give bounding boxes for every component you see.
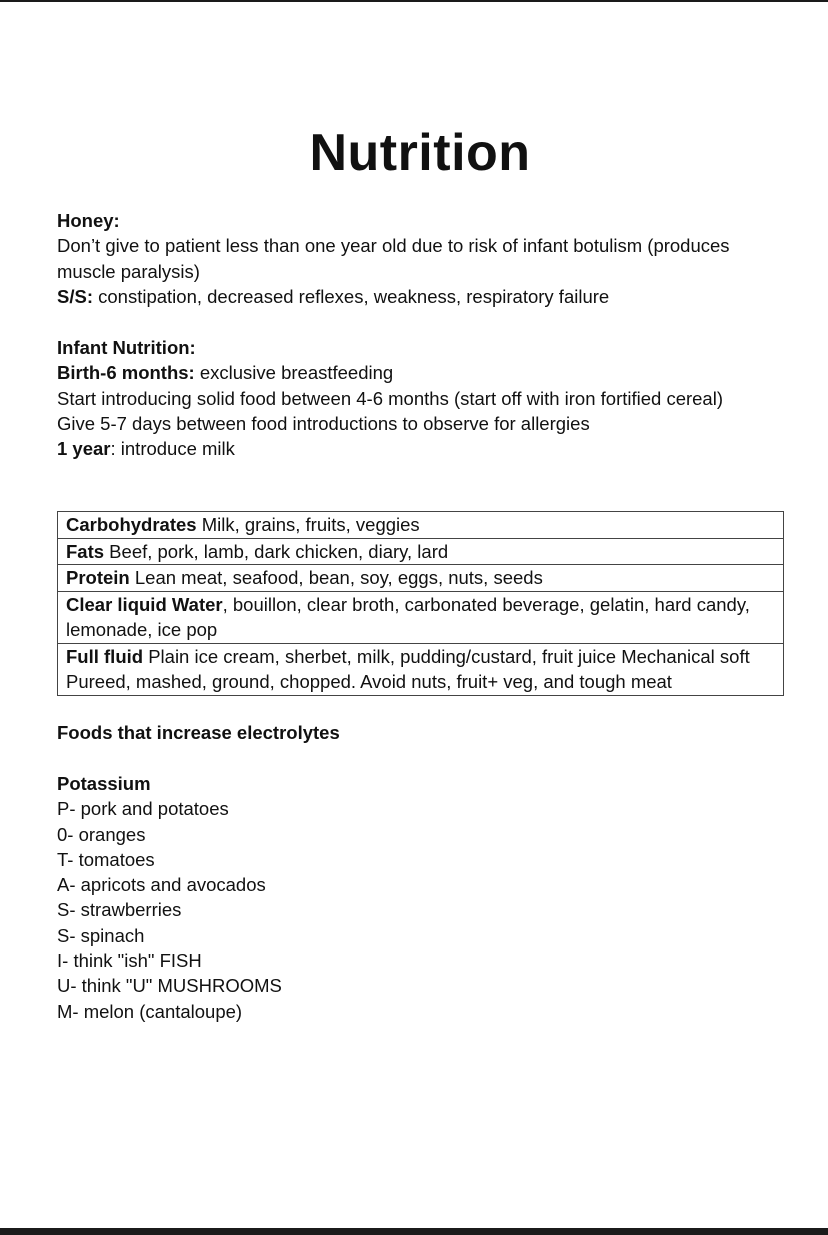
list-item: S- spinach	[57, 924, 145, 946]
table-row	[58, 512, 784, 539]
table-cell	[58, 643, 784, 695]
row-text: , bouillon, clear broth, carbonated beverage, gelatin, hard candy, lemonade, ice pop	[66, 593, 750, 640]
electrolytes-section	[57, 720, 784, 745]
row-text: Lean meat, seafood, bean, soy, eggs, nuts, seeds	[129, 567, 543, 588]
page-title: Nutrition	[309, 124, 531, 182]
potassium-section	[57, 771, 784, 1024]
honey-heading: Honey:	[57, 210, 120, 231]
row-label: Fats	[66, 540, 105, 562]
row-text: Plain ice cream, sherbet, milk, pudding/custard, fruit juice Mechanical soft Pureed, mashed, ground, chopped. Avoid nuts, fruit+ veg, and tough meat	[66, 645, 750, 692]
row-text: Milk, grains, fruits, veggies	[196, 514, 420, 535]
honey-symptoms	[57, 284, 784, 309]
year-line	[57, 436, 784, 461]
table-cell	[58, 538, 784, 565]
allergy-gap-line: Give 5-7 days between food introductions to observe for allergies	[57, 412, 590, 434]
birth-text: exclusive breastfeeding	[194, 362, 394, 384]
diet-table	[57, 511, 784, 696]
symptoms-text: constipation, decreased reflexes, weakness, respiratory failure	[92, 285, 610, 307]
row-label: Carbohydrates	[66, 514, 197, 535]
top-border	[0, 0, 828, 2]
table-row	[58, 538, 784, 565]
symptoms-label: S/S:	[57, 285, 93, 307]
electrolytes-heading: Foods that increase electrolytes	[57, 722, 340, 743]
list-item: S- strawberries	[57, 899, 182, 921]
list-item: P- pork and potatoes	[57, 798, 229, 820]
year-label: 1 year	[57, 438, 111, 460]
row-text: Beef, pork, lamb, dark chicken, diary, lard	[104, 540, 449, 562]
list-item: A- apricots and avocados	[57, 874, 266, 896]
infant-nutrition-section	[57, 335, 784, 461]
row-label: Clear liquid Water	[66, 593, 223, 615]
row-label: Protein	[66, 567, 130, 588]
birth-line	[57, 360, 784, 385]
table-row	[58, 643, 784, 695]
honey-text: Don’t give to patient less than one year old due to risk of infant botulism (produces muscle paralysis)	[57, 235, 730, 282]
list-item: 0- oranges	[57, 823, 146, 845]
table-cell	[58, 512, 784, 539]
table-row	[58, 591, 784, 643]
row-label: Full fluid	[66, 645, 144, 667]
list-item: I- think "ish" FISH	[57, 950, 202, 972]
list-item: U- think "U" MUSHROOMS	[57, 975, 282, 997]
bottom-bar	[0, 1228, 828, 1235]
honey-section	[57, 208, 784, 309]
year-text: : introduce milk	[110, 438, 235, 460]
birth-label: Birth-6 months:	[57, 362, 195, 384]
table-cell	[58, 591, 784, 643]
infant-heading: Infant Nutrition:	[57, 337, 196, 358]
solid-food-line: Start introducing solid food between 4-6 months (start off with iron fortified cereal)	[57, 387, 723, 409]
table-cell	[58, 565, 784, 592]
list-item: M- melon (cantaloupe)	[57, 1000, 243, 1022]
table-row	[58, 565, 784, 592]
potassium-heading: Potassium	[57, 773, 151, 794]
list-item: T- tomatoes	[57, 848, 155, 870]
